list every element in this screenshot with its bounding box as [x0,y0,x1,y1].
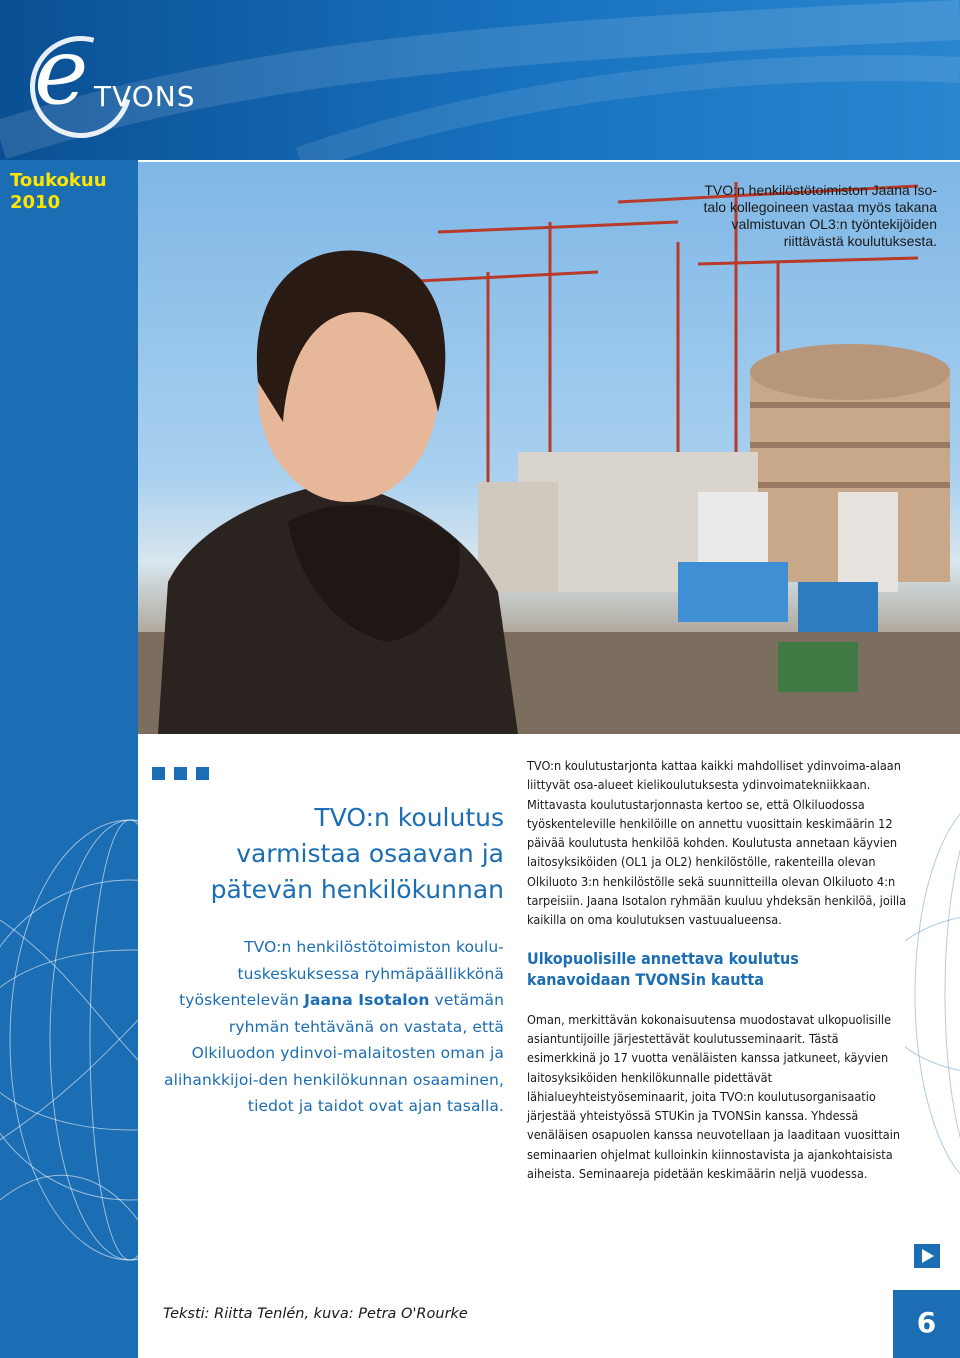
logo-name: TVONS [94,80,196,113]
lead-text: vetämän ryhmän tehtävänä on vastata, että Olkiluodon ydinvoi-malaitosten oman ja alihankkijoi-den henkilökunnan osaaminen, tiedot ja taidot ovat ajan tasalla. [164,991,504,1115]
caption-line: TVO:n henkilöstötoimiston Jaana Iso- [704,182,937,198]
credits: Teksti: Riitta Tenlén, kuva: Petra O'Rourke [163,1306,468,1322]
title-line: TVO:n koulutus [314,803,504,832]
etvons-logo [30,18,240,136]
body-paragraph: Oman, merkittävän kokonaisuutensa muodostavat ulkopuolisille asiantuntijoille järjestettävät koulutusseminaarit. Tästä esimerkkinä jo 17 vuotta venäläisten kanssa jatkuneet, käyvien laitosyksiköiden henkilökunnalle pidettävät lähialueyhteistyöseminaarit, joita TVO:n koulutusorganisaatio järjestää yhteistyössä STUKin ja TVONSin kanssa. Yhdessä venäläisen osapuolen kanssa neuvotellaan ja laaditaan vuosittain seminaarien ohjelmat kulloinkin kiinnostavista ja ajankohtaisista aiheista. Seminaareja pidetään keskimäärin neljä vuodessa. [527,1011,901,1182]
issue-year: 2010 [10,192,61,213]
body-paragraph: TVO:n koulutustarjonta kattaa kaikki mahdolliset ydinvoima-alaan liittyvät osa-alueet kielikoulutuksesta ydinvoimatekniikkaan. Mittavasta koulutustarjonnasta kertoo se, että Olkiluodossa työskenteleville henkilöille on annettu vuosittain keskimäärin 12 päivää koulutusta henkilöä kohden. Koulutusta annetaan käyvien laitosyksiköiden (OL1 ja OL2) henkilöstölle, rakenteilla olevan Olkiluoto 3:n henkilöstölle sekä suunnitteilla olevan Olkiluoto 4:n tarpeisiin. Jaana Isotalon ryhmään kuuluu yhdeksän henkilöä, joilla kaikilla on oma koulutuksen vastuualueensa. [527,758,907,928]
article-body [527,756,907,1183]
issue-month: Toukokuu [10,170,107,191]
section-bullets [152,767,218,785]
title-line: varmistaa osaavan ja [236,839,504,868]
caption-line: riittävästä koulutuksesta. [783,233,937,249]
left-band [0,160,138,1358]
issue-date [10,170,130,214]
article-title [170,800,504,908]
title-line: pätevän henkilökunnan [210,875,504,904]
play-arrow-icon [914,1244,940,1268]
logo-letter: e [34,18,89,125]
right-decoration [905,734,960,1290]
article-lead [150,934,504,1120]
masthead [0,0,960,160]
lead-text: TVO:n henkilöstötoimiston koulu-tuskeskuksessa ryhmäpäällikkönä työskentelevän [179,938,504,1009]
caption-line: talo kollegoineen vastaa myös takana [703,199,937,215]
caption-line: valmistuvan OL3:n työntekijöiden [731,216,937,232]
lead-name: Jaana Isotalon [304,991,430,1009]
page-number: 6 [916,1306,937,1339]
article-subheading: Ulkopuolisille annettava koulutus kanavoidaan TVONSin kautta [527,948,799,989]
page-number-box [893,1290,960,1358]
globe-lines [0,160,138,1358]
continue-arrow[interactable] [914,1244,940,1268]
photo-caption [637,182,937,250]
